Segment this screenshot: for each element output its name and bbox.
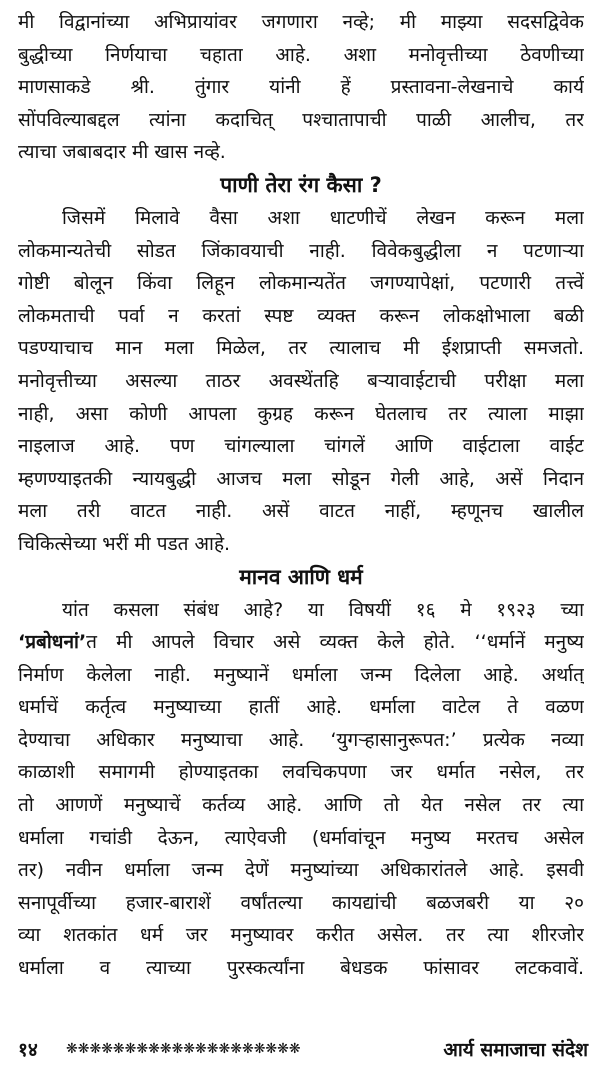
text-line: बुद्धीच्या निर्णयाचा चहाता आहे. अशा मनोवृत्तीच्या ठेवणीच्या <box>18 43 584 66</box>
text-line: मी विद्वानांच्या अभिप्रायांवर जगणारा नव्हे; मी माझ्या सदसद्विवेक <box>18 11 584 33</box>
text-line: मला तरी वाटत नाही. असें वाटत नाहीं, म्हणूनच खालील <box>18 500 584 523</box>
text-line: निर्माण केलेला नाही. मनुष्यानें धर्माला जन्म दिलेला आहे. अर्थात् <box>18 663 584 686</box>
text-line: सनापूर्वीच्या हजार-बाराशें वर्षांतल्या कायद्यांची बळजबरी या २० <box>18 891 584 914</box>
text-line: धर्माला गचांडी देऊन, त्याऐवजी (धर्मावांचून मनुष्य मरतच असेल <box>18 826 584 849</box>
text-line: देण्याचा अधिकार मनुष्याचा आहे. ‘युगऱ्हासानुरूपत:’ प्रत्येक नव्या <box>18 728 584 751</box>
text-span: त मी आपले विचार असे व्यक्त केले होते. ‘‘धर्मानें मनुष्य <box>86 631 584 654</box>
paragraph-water-color <box>18 202 584 561</box>
page-footer <box>18 1034 588 1064</box>
publication-name: ‘प्रबोधनां’ <box>18 631 87 654</box>
text-line: गोष्टी बोलून किंवा लिहून लोकमान्यतेंत जगण्यापेक्षां, पटणारी तत्त्वें <box>18 272 584 295</box>
text-line: पडण्याचाच मान मला मिळेल, तर त्यालाच मी ईशप्राप्ती समजतो. <box>18 337 584 360</box>
page-body <box>18 6 584 985</box>
text-line: तर) नवीन धर्माला जन्म देणें मनुष्यांच्या अधिकारांतले आहे. इसवी <box>18 859 584 882</box>
text-line: चिकित्सेच्या भरीं मी पडत आहे. <box>18 532 231 555</box>
text-line: सोंपविल्याबद्दल त्यांना कदाचित् पश्चातापाची पाळी आलीच, तर <box>18 108 584 131</box>
section-heading: पाणी तेरा रंग कैसा ? <box>220 172 382 197</box>
paragraph-man-and-religion <box>18 594 584 985</box>
text-line: यांत कसला संबंध आहे? या विषयीं १६ मे १९२३ च्या <box>62 598 584 621</box>
text-line: काळाशी समागमी होण्याइतका लवचिकपणा जर धर्मात नसेल, तर <box>18 761 584 784</box>
paragraph-intro <box>18 6 584 169</box>
text-line: तो आणणें मनुष्याचें कर्तव्य आहे. आणि तो येत नसेल तर त्या <box>18 794 584 817</box>
text-line: लोकमान्यतेची सोडत जिंकावयाची नाही. विवेकबुद्धीला न पटणाऱ्या <box>18 239 584 262</box>
text-line: माणसाकडे श्री. तुंगार यांनी हें प्रस्तावना-लेखनाचे कार्य <box>18 76 584 99</box>
text-line: लोकमताची पर्वा न करतां स्पष्ट व्यक्त करून लोकक्षोभाला बळी <box>18 304 584 327</box>
text-line: नाइलाज आहे. पण चांगल्याला चांगलें आणि वाईटाला वाईट <box>18 435 584 458</box>
text-line: म्हणण्याइतकी न्यायबुद्धी आजच मला सोडून गेली आहे, असें निदान <box>18 467 584 490</box>
section-heading: मानव आणि धर्म <box>239 564 363 589</box>
text-line: त्याचा जबाबदार मी खास नव्हे. <box>18 141 226 164</box>
text-line: मनोवृत्तीच्या असल्या ताठर अवस्थेंतहि बऱ्यावाईटाची परीक्षा मला <box>18 369 584 392</box>
page-number: १४ <box>18 1039 38 1061</box>
text-line: धर्माला व त्याच्या पुरस्कर्त्यांना बेधडक फांसावर लटकवावें. <box>18 957 584 980</box>
book-title: आर्य समाजाचा संदेश <box>443 1039 588 1061</box>
text-line: धर्माचें कर्तृत्व मनुष्याच्या हातीं आहे. धर्माला वाटेल ते वळण <box>18 696 584 719</box>
text-line <box>18 626 584 659</box>
ornament-divider: ❋❋❋❋❋❋❋❋❋❋❋❋❋❋❋❋❋❋❋❋ <box>66 1041 301 1057</box>
text-line: व्या शतकांत धर्म जर मनुष्यावर करीत असेल. तर त्या शीरजोर <box>18 924 584 947</box>
text-line: नाही, असा कोणी आपला कुग्रह करून घेतलाच तर त्याला माझा <box>18 402 584 425</box>
text-line: जिसमें मिलावे वैसा अशा धाटणीचें लेखन करून मला <box>62 206 584 229</box>
